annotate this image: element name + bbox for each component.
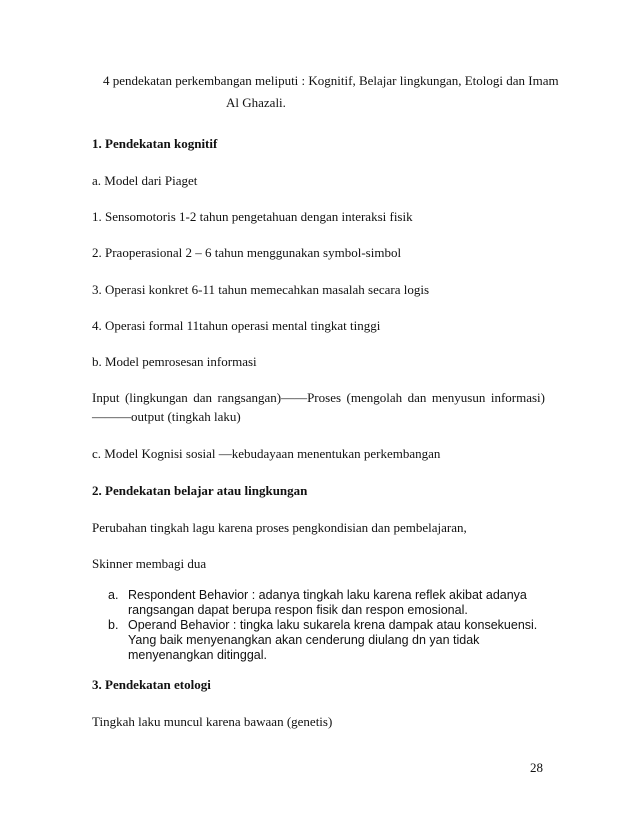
section-3-heading: 3. Pendekatan etologi [92, 677, 211, 692]
flow-line-1: Input (lingkungan dan rangsangan)——Proses (mengolah dan menyusun informasi) [92, 390, 545, 405]
list-marker: b. [108, 618, 119, 632]
piaget-item-3: 3. Operasi konkret 6-11 tahun memecahkan masalah secara logis [92, 282, 430, 297]
intro-line-2: Al Ghazali. [226, 95, 286, 110]
piaget-item-1: 1. Sensomotoris 1-2 tahun pengetahuan dengan interaksi fisik [92, 209, 413, 224]
section-2-heading: 2. Pendekatan belajar atau lingkungan [92, 483, 308, 498]
piaget-item-2: 2. Praoperasional 2 – 6 tahun menggunakan symbol-simbol [92, 245, 402, 260]
list-text: Operand Behavior : tingka laku sukarela krena dampak atau konsekuensi. Yang baik menyenangkan akan cenderung diulang dn yan tidak menyenangkan ditinggal. [128, 618, 538, 662]
model-a-label: a. Model dari Piaget [92, 173, 198, 188]
section-3-para-1: Tingkah laku muncul karena bawaan (genetis) [92, 714, 333, 729]
piaget-item-4: 4. Operasi formal 11tahun operasi mental tingkat tinggi [92, 318, 381, 333]
list-item [108, 618, 548, 663]
section-2-para-1: Perubahan tingkah lagu karena proses pengkondisian dan pembelajaran, [92, 520, 467, 535]
intro-line-1: 4 pendekatan perkembangan meliputi : Kognitif, Belajar lingkungan, Etologi dan Imam [103, 73, 559, 88]
page-number: 28 [530, 760, 543, 775]
list-item [108, 588, 548, 618]
section-1-heading: 1. Pendekatan kognitif [92, 136, 218, 151]
model-b-label: b. Model pemrosesan informasi [92, 354, 257, 369]
list-marker: a. [108, 588, 119, 602]
flow-line-2: ———output (tingkah laku) [92, 409, 241, 424]
section-2-para-2: Skinner membagi dua [92, 556, 207, 571]
list-text: Respondent Behavior : adanya tingkah laku karena reflek akibat adanya rangsangan dapat berupa respon fisik dan respon emosional. [128, 588, 527, 617]
skinner-list [108, 588, 548, 663]
model-c-label: c. Model Kognisi sosial —kebudayaan menentukan perkembangan [92, 446, 441, 461]
